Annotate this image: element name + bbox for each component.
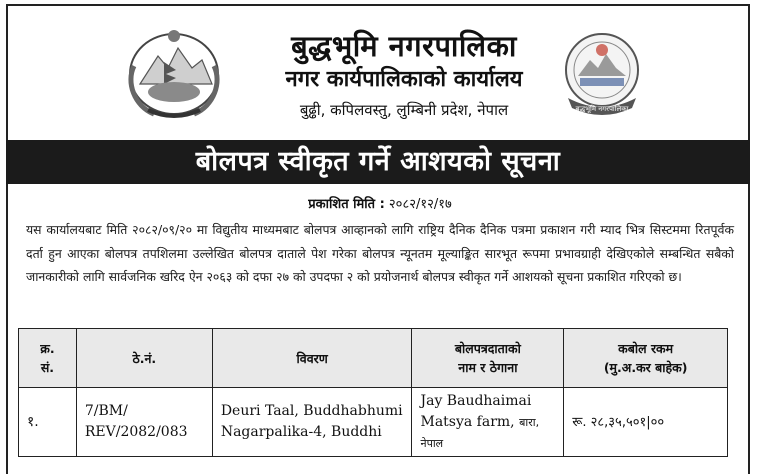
organization-block xyxy=(244,28,564,121)
published-date-label: प्रकाशित मिति : xyxy=(308,197,385,212)
municipality-emblem-text: बुद्धभूमि नगरपालिका xyxy=(575,105,629,113)
header-bidder: बोलपत्रदाताको नाम र ठेगाना xyxy=(412,329,564,388)
header-serial: क्र. सं. xyxy=(19,329,77,388)
bid-table xyxy=(18,328,728,457)
cell-contract-no: 7/BM/ REV/2082/083 xyxy=(76,388,212,457)
header-amount: कबोल रकम (मु.अ.कर बाहेक) xyxy=(564,329,728,388)
notice-title-banner: बोलपत्र स्वीकृत गर्ने आशयको सूचना xyxy=(6,140,750,184)
published-date-line xyxy=(8,194,752,212)
organization-subtitle: नगर कार्यपालिकाको कार्यालय xyxy=(285,67,523,92)
nepal-emblem-icon xyxy=(120,22,228,122)
published-date-value: २०८२/१२/१७ xyxy=(388,197,452,212)
cell-serial: १. xyxy=(19,388,77,457)
table-row xyxy=(19,388,728,457)
cell-bidder: Jay Baudhaimai Matsya farm, बारा, नेपाल xyxy=(412,388,564,457)
cell-amount: रू. २८,३५,५०१|०० xyxy=(564,388,728,457)
organization-address: बुढ्ढी, कपिलवस्तु, लुम्बिनी प्रदेश, नेपाल xyxy=(299,101,509,119)
header-contract-no: ठे.नं. xyxy=(76,329,212,388)
notice-body: यस कार्यालयबाट मिति २०८२/०९/२० मा विद्युतीय माध्यमबाट बोलपत्र आव्हानको लागि राष्ट्रिय दैनिक दैनिक पत्रमा प्रकाशन गरी म्याद भित्र सिस्टममा रितपूर्वक दर्ता हुन आएका बोलपत्र तपशिलमा उल्लेखित बोलपत्र दाताले पेश गरेका बोलपत्र न्यूनतम मूल्याङ्कित सारभूत रूपमा प्रभावग्राही देखिएकोले सम्बन्धित सबैको जानकारीको लागि सार्वजनिक खरिद ऐन २०६३ को दफा २७ को उपदफा २ को प्रयोजनार्थ बोलपत्र स्वीकृत गर्ने आशयको सूचना प्रकाशित गरिएको छ। xyxy=(26,222,734,284)
organization-title: बुद्धभूमि नगरपालिका xyxy=(291,29,517,63)
municipality-emblem-icon xyxy=(558,24,646,124)
header-description: विवरण xyxy=(212,329,412,388)
cell-description: Deuri Taal, Buddhabhumi Nagarpalika-4, Buddhi xyxy=(212,388,412,457)
table-header-row xyxy=(19,329,728,388)
letterhead xyxy=(8,6,752,136)
